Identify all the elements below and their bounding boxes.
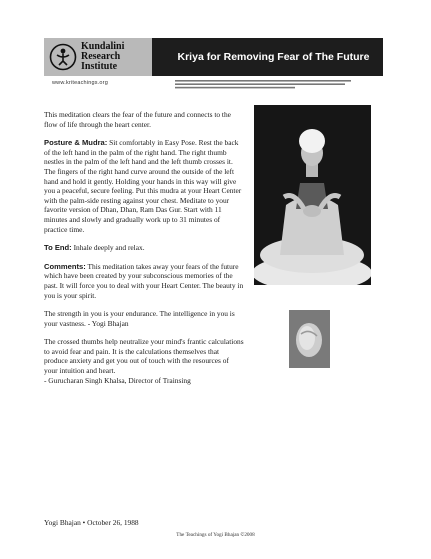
posture-text: Sit comfortably in Easy Pose. Rest the back of the left hand in the palm of the right hand. The right thumb nestles in the palm of the left hand and the left thumb crosses it. The fingers of the right hand curve around the outside of the left hand and hold it gently. Holding your hands in this way will give you a peaceful, secure feeling. Put this mudra at your Heart Center with the palm-side resting against your chest. Meditate to your favorite version of Dhan, Dhan, Ram Das Gur. Start with 11 minutes and slowly and gradually work up to 31 minutes of practice time. bbox=[44, 138, 242, 234]
copyright-footer: The Teachings of Yogi Bhajan ©2008 bbox=[176, 532, 255, 538]
mudra-hands-image bbox=[289, 310, 330, 368]
yogi-quote: The strength in you is your endurance. The intelligence in you is your vastness. - Yogi Bhajan bbox=[44, 309, 235, 328]
mudra-photo bbox=[289, 310, 330, 368]
fine-print bbox=[175, 79, 355, 89]
posture-paragraph bbox=[44, 138, 244, 234]
comments-paragraph bbox=[44, 262, 244, 300]
org-name bbox=[81, 42, 124, 72]
guru-quote-attribution: - Gurucharan Singh Khalsa, Director of Trainsing bbox=[44, 375, 191, 385]
to-end-label: To End: bbox=[44, 243, 72, 253]
comments-text: This meditation takes away your fears of the future which have been created by your subconscious memories of the past. It will force you to deal with your Heart Center. The beauty in you is your spirit. bbox=[44, 261, 244, 300]
intro-paragraph: This meditation clears the fear of the future and connects to the flow of life through the heart center. bbox=[44, 110, 231, 129]
org-line-2: Research bbox=[81, 51, 121, 62]
guru-quote-text: The crossed thumbs help neutralize your mind's frantic calculations to avoid fear and pain. It is the calculations themselves that produce anxiety and get you out of touch with the resources of your intuition and heart. bbox=[44, 337, 244, 376]
instructions-column bbox=[44, 110, 244, 394]
page-title: Kriya for Removing Fear of The Future bbox=[177, 51, 370, 63]
comments-label: Comments: bbox=[44, 261, 86, 271]
date-footer: Yogi Bhajan • October 26, 1988 bbox=[44, 518, 139, 527]
org-line-3: Institute bbox=[81, 61, 118, 72]
website-link[interactable]: www.kriteachings.org bbox=[52, 80, 108, 86]
to-end-text: Inhale deeply and relax. bbox=[73, 243, 145, 253]
page-header bbox=[44, 38, 383, 76]
kri-emblem-icon bbox=[49, 43, 77, 71]
meditation-photo bbox=[254, 105, 371, 285]
kri-logo bbox=[44, 38, 152, 76]
to-end-paragraph bbox=[44, 243, 244, 253]
org-line-1: Kundalini bbox=[81, 41, 125, 52]
title-bar bbox=[152, 38, 383, 76]
meditation-figure-image bbox=[254, 105, 371, 285]
guru-quote bbox=[44, 337, 244, 385]
posture-label: Posture & Mudra: bbox=[44, 138, 108, 148]
